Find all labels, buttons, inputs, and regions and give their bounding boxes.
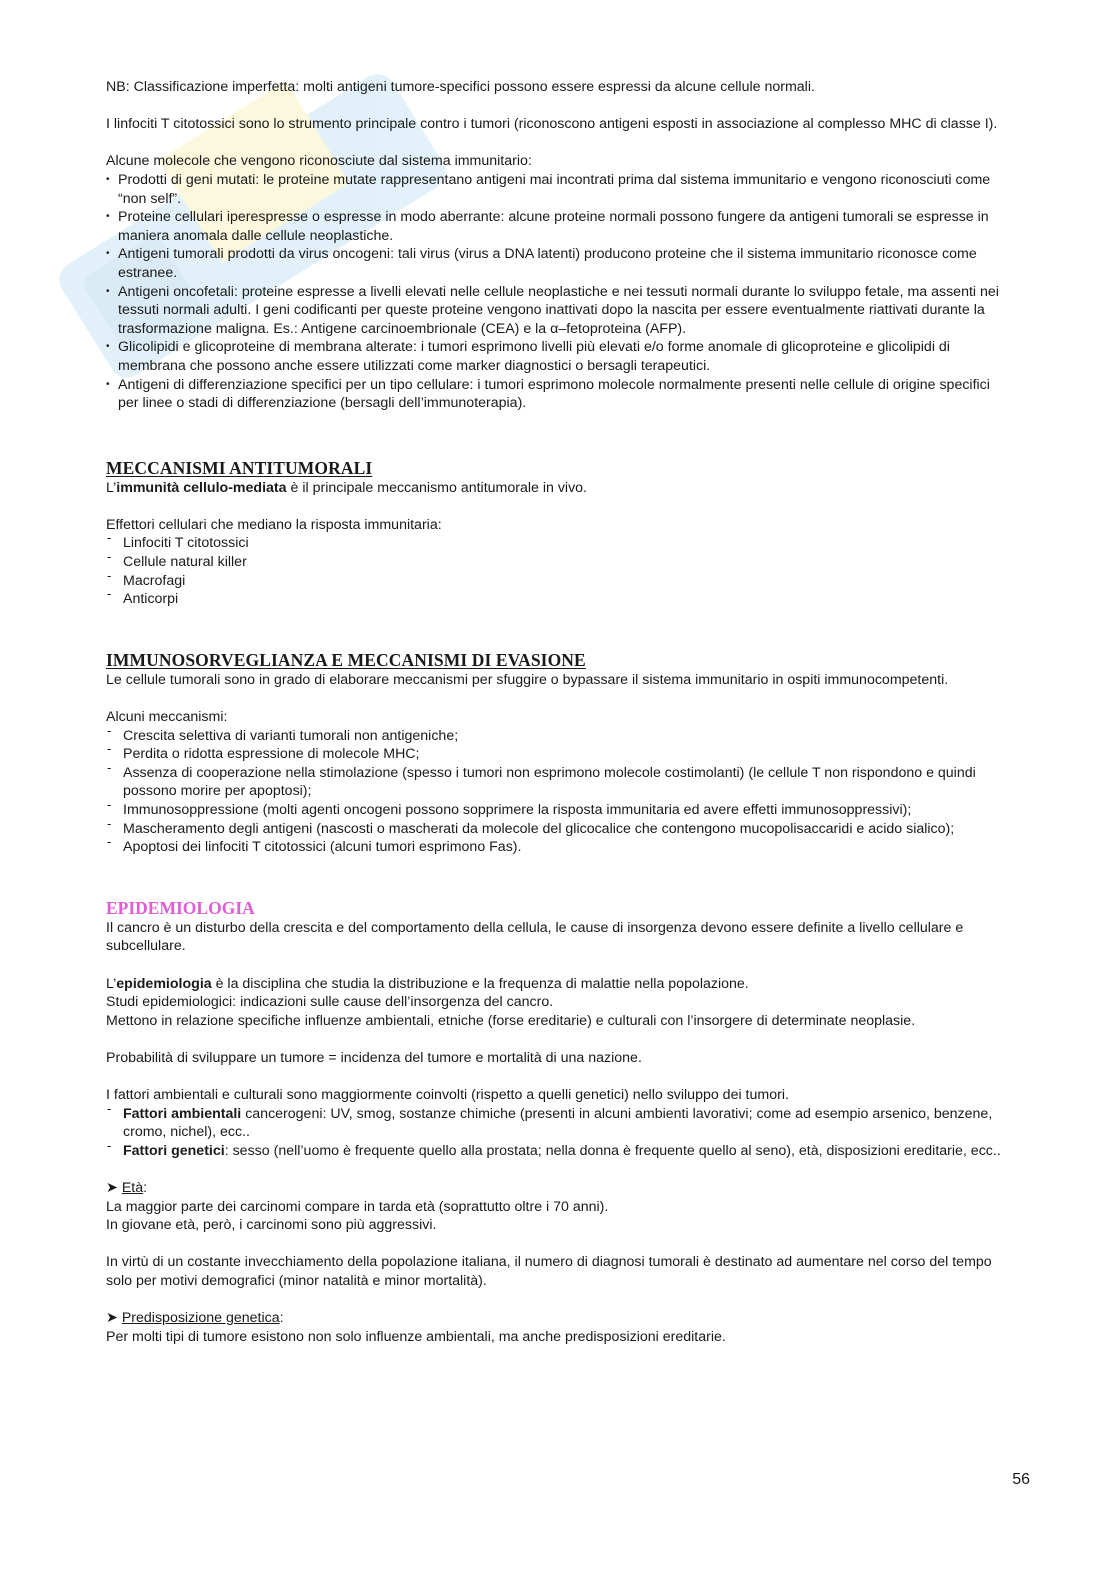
eta-heading: ➤ Età: [106,1180,148,1197]
fattori-intro: I fattori ambientali e culturali sono maggiormente coinvolti (rispetto a quelli genetici) nello sviluppo dei tumori. [106,1087,789,1104]
list-item: - Perdita o ridotta espressione di molecole MHC; [106,745,1011,764]
list-item: - Macrofagi [106,572,1011,591]
list-item: - Linfociti T citotossici [106,534,1011,553]
eta-line-2: In giovane età, però, i carcinomi sono più aggressivi. [106,1217,437,1234]
molecole-list [106,171,1011,413]
list-item: - Fattori genetici: sesso (nell’uomo è frequente quello alla prostata; nella donna è frequente quello al seno), età, disposizioni ereditarie, ecc.. [106,1142,1011,1161]
nb-note: NB: Classificazione imperfetta: molti antigeni tumore-specifici possono essere espressi da alcune cellule normali. [106,79,815,95]
meccanismi-intro: Alcuni meccanismi: [106,709,228,726]
effettori-intro: Effettori cellulari che mediano la risposta immunitaria: [106,516,442,533]
document-page [106,78,1011,1346]
arrow-icon: ➤ [106,1310,118,1327]
virtu-paragraph: In virtù di un costante invecchiamento della popolazione italiana, il numero di diagnosi tumorali è destinato ad aumentare nel corso del tempo solo per motivi demografici (minor natalità e minor mortalità). [106,1254,992,1290]
epidemiologia-definition: L’epidemiologia è la disciplina che studia la distribuzione e la frequenza di malattie nella popolazione. [106,975,749,992]
page-number: 56 [1012,1471,1030,1488]
epidemiologia-intro: Il cancro è un disturbo della crescita e del comportamento della cellula, le cause di insorgenza devono essere definite a livello cellulare e subcellulare. [106,919,964,955]
list-item: • Antigeni oncofetali: proteine espresse a livelli elevati nelle cellule neoplastiche e nei tessuti normali durante lo sviluppo fetale, ma assenti nei tessuti normali adulti. I geni codificanti per queste proteine vengono inattivati dopo la nascita per essere eventualmente riattivati durante la trasformazione maligna. Es.: Antigene carcinoembrionale (CEA) e la α–fetoproteina (AFP). [106,283,1011,339]
immuno-paragraph: Le cellule tumorali sono in grado di elaborare meccanismi per sfuggire o bypassare il sistema immunitario in ospiti immunocompetenti. [106,671,949,688]
list-item: - Crescita selettiva di varianti tumorali non antigeniche; [106,727,1011,746]
list-item: - Anticorpi [106,590,1011,609]
section-title-immunosorveglianza: IMMUNOSORVEGLIANZA E MECCANISMI DI EVASIONE [106,649,586,670]
eta-line-1: La maggior parte dei carcinomi compare in tarda età (soprattutto oltre i 70 anni). [106,1198,609,1215]
list-item: - Immunosoppressione (molti agenti oncogeni possono sopprimere la risposta immunitaria ed avere effetti immunosoppressivi); [106,801,1011,820]
mettono-paragraph: Mettono in relazione specifiche influenze ambientali, etniche (forse ereditarie) e culturali con l’insorgere di determinate neoplasie. [106,1012,916,1029]
list-item: - Assenza di cooperazione nella stimolazione (spesso i tumori non esprimono molecole costimolanti) (le cellule T non rispondono e quindi possono morire per apoptosi); [106,764,1011,801]
section-title-meccanismi: MECCANISMI ANTITUMORALI [106,457,373,478]
probabilita-paragraph: Probabilità di sviluppare un tumore = incidenza del tumore e mortalità di una nazione. [106,1049,642,1066]
list-item: - Mascheramento degli antigeni (nascosti o mascherati da molecole del glicocalice che contengono mucopolisaccaridi e acido sialico); [106,820,1011,839]
molecole-intro: Alcune molecole che vengono riconosciute dal sistema immunitario: [106,153,532,170]
section-title-epidemiologia: EPIDEMIOLOGIA [106,897,255,918]
arrow-icon: ➤ [106,1180,118,1197]
list-item: - Cellule natural killer [106,553,1011,572]
predisposizione-paragraph: Per molti tipi di tumore esistono non solo influenze ambientali, ma anche predisposizioni ereditarie. [106,1328,726,1345]
studi-paragraph: Studi epidemiologici: indicazioni sulle cause dell’insorgenza del cancro. [106,994,554,1011]
predisposizione-heading: ➤ Predisposizione genetica: [106,1310,284,1327]
meccanismi-paragraph: L’immunità cellulo-mediata è il principale meccanismo antitumorale in vivo. [106,479,587,496]
fattori-list [106,1105,1011,1161]
list-item: • Glicolipidi e glicoproteine di membrana alterate: i tumori esprimono livelli più elevati e/o forme anomale di glicoproteine e glicolipidi di membrana che possono anche essere utilizzati come marker diagnostici o bersagli terapeutici. [106,338,1011,375]
list-item: • Antigeni tumorali prodotti da virus oncogeni: tali virus (virus a DNA latenti) producono proteine che il sistema immunitario riconosce come estranee. [106,245,1011,282]
list-item: • Antigeni di differenziazione specifici per un tipo cellulare: i tumori esprimono molecole normalmente presenti nelle cellule di origine specifici per linee o stadi di differenziazione (bersagli dell’immunoterapia). [106,376,1011,413]
list-item: - Apoptosi dei linfociti T citotossici (alcuni tumori esprimono Fas). [106,838,1011,857]
list-item: • Prodotti di geni mutati: le proteine mutate rappresentano antigeni mai incontrati prima dal sistema immunitario e vengono riconosciuti come “non self”. [106,171,1011,208]
list-item: - Fattori ambientali cancerogeni: UV, smog, sostanze chimiche (presenti in alcuni ambienti lavorativi; come ad esempio arsenico, benzene, cromo, nichel), ecc.. [106,1105,1011,1142]
evasione-list [106,727,1011,857]
list-item: • Proteine cellulari iperespresse o espresse in modo aberrante: alcune proteine normali possono fungere da antigeni tumorali se espresse in maniera anomala dalle cellule neoplastiche. [106,208,1011,245]
effettori-list [106,534,1011,608]
linfociti-paragraph: I linfociti T citotossici sono lo strumento principale contro i tumori (riconoscono antigeni esposti in associazione al complesso MHC di classe I). [106,116,998,133]
